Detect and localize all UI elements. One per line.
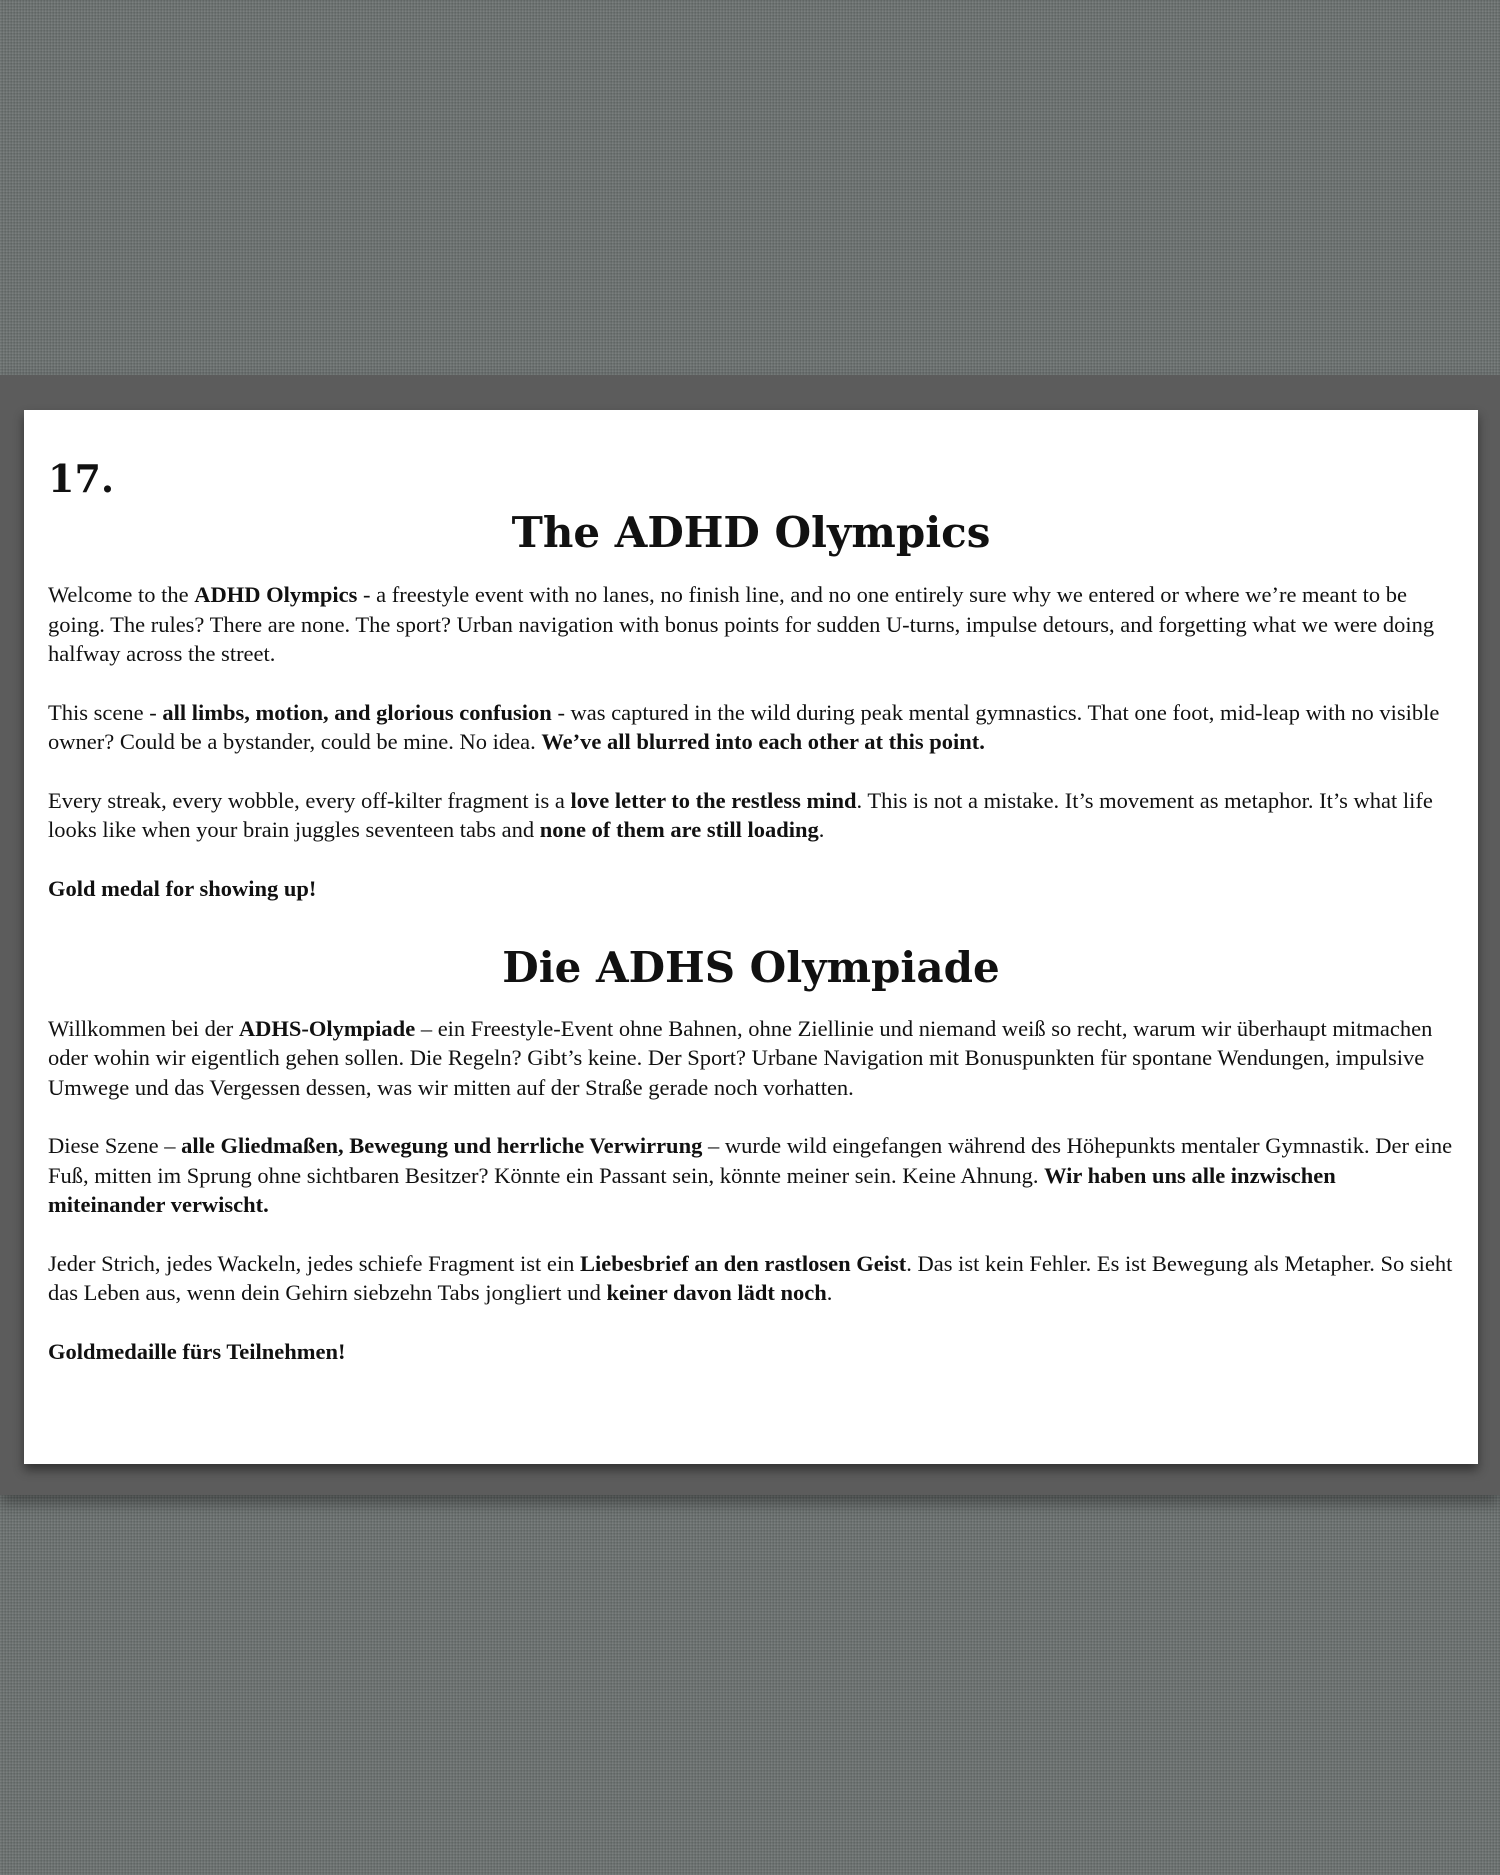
german-paragraph-1: Willkommen bei der ADHS-Olympiade – ein Freestyle-Event ohne Bahnen, ohne Ziellinie und niemand weiß so recht, warum wir überhaupt mitmachen oder wohin wir eigentlich gehen sollen. Die Regeln? Gibt’s keine. Der Sport? Urbane Navigation mit Bonuspunkten für spontane Wendungen, impulsive Umwege und das Vergessen dessen, was wir mitten auf der Straße gerade noch vorhatten. (48, 1015, 1433, 1100)
german-title: Die ADHS Olympiade (502, 943, 1000, 993)
english-paragraph-1: Welcome to the ADHD Olympics - a freestyle event with no lanes, no finish line, and no one entirely sure why we entered or where we’re meant to be going. The rules? There are none. The sport? Urban navigation with bonus points for sudden U-turns, impulse detours, and forgetting what we were doing halfway across the street. (48, 582, 1435, 667)
document-page (24, 410, 1478, 1464)
page-number: 17. (48, 456, 115, 501)
english-paragraph-2: This scene - all limbs, motion, and glorious confusion - was captured in the wild during peak mental gymnastics. That one foot, mid-leap with no visible owner? Could be a bystander, could be mine. No idea. We’ve all blurred into each other at this point. (48, 699, 1440, 755)
german-paragraph-2: Diese Szene – alle Gliedmaßen, Bewegung und herrliche Verwirrung – wurde wild eingefangen während des Höhepunkts mentaler Gymnastik. Der eine Fuß, mitten im Sprung ohne sichtbaren Besitzer? Könnte ein Passant sein, könnte meiner sein. Keine Ahnung. Wir haben uns alle inzwischen miteinander verwischt. (48, 1133, 1453, 1218)
english-title: The ADHD Olympics (511, 508, 991, 557)
english-paragraph-3: Every streak, every wobble, every off-kilter fragment is a love letter to the restless mind. This is not a mistake. It’s movement as metaphor. It’s what life looks like when your brain juggles seventeen tabs and none of them are still loading. (48, 787, 1433, 843)
german-paragraph-3: Jeder Strich, jedes Wackeln, jedes schiefe Fragment ist ein Liebesbrief an den rastlosen Geist. Das ist kein Fehler. Es ist Bewegung als Metapher. So sieht das Leben aus, wenn dein Gehirn siebzehn Tabs jongliert und keiner davon lädt noch. (48, 1250, 1453, 1306)
german-closing-line: Goldmedaille fürs Teilnehmen! (48, 1338, 346, 1364)
english-closing-line: Gold medal for showing up! (48, 875, 317, 901)
